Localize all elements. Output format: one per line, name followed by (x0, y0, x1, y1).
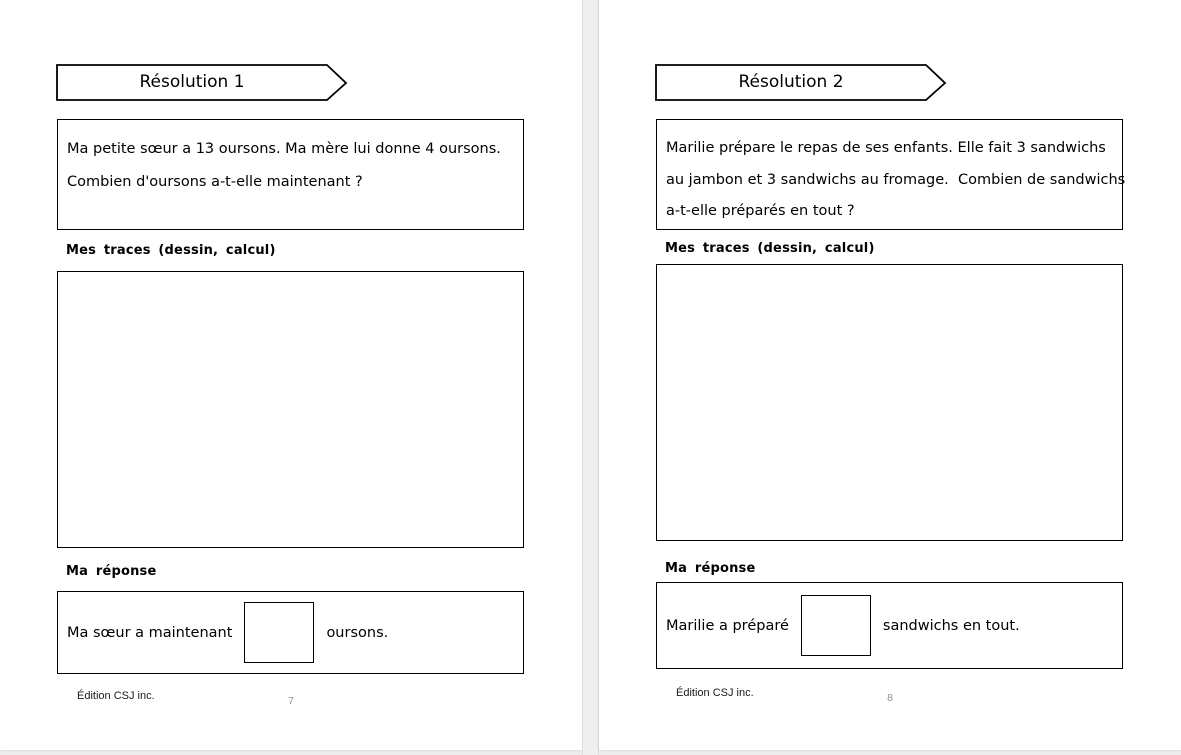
resolution-1-banner (56, 64, 350, 102)
traces-section-label: Mes traces (dessin, calcul) (66, 243, 276, 258)
worksheet-page-7 (0, 0, 582, 750)
worksheet-page-8 (599, 0, 1181, 750)
problem-line: a-t-elle préparés en tout ? (666, 203, 855, 219)
answer-sentence-suffix: oursons. (326, 624, 389, 641)
answer-sentence-prefix: Marilie a préparé (666, 617, 789, 634)
problem-line: Combien d'oursons a-t-elle maintenant ? (67, 174, 363, 190)
problem-line: au jambon et 3 sandwichs au fromage. Combien de sandwichs (666, 171, 1126, 188)
work-area-box[interactable] (57, 271, 524, 548)
answer-sentence-box (57, 591, 524, 674)
footer-publisher: Édition CSJ inc. (676, 687, 754, 699)
page-gap-separator (582, 0, 599, 755)
answer-section-label: Ma réponse (665, 561, 756, 576)
resolution-2-banner (655, 64, 949, 102)
footer-publisher: Édition CSJ inc. (77, 690, 155, 702)
problem-statement-box (57, 119, 524, 230)
answer-sentence-suffix: sandwichs en tout. (882, 617, 1020, 634)
page-number: 8 (887, 692, 893, 704)
page-number: 7 (288, 695, 294, 707)
answer-fill-in-square[interactable] (801, 595, 871, 656)
answer-sentence-box (656, 582, 1123, 669)
answer-fill-in-square[interactable] (244, 602, 314, 663)
problem-statement-box (656, 119, 1126, 230)
problem-line: Marilie prépare le repas de ses enfants. Elle fait 3 sandwichs (666, 140, 1106, 156)
traces-section-label: Mes traces (dessin, calcul) (665, 241, 875, 256)
problem-line: Ma petite sœur a 13 oursons. Ma mère lui donne 4 oursons. (67, 141, 501, 157)
work-area-box[interactable] (656, 264, 1123, 541)
answer-sentence-prefix: Ma sœur a maintenant (67, 624, 233, 641)
banner-title: Résolution 2 (738, 72, 844, 92)
banner-title: Résolution 1 (139, 72, 245, 92)
answer-section-label: Ma réponse (66, 564, 157, 579)
